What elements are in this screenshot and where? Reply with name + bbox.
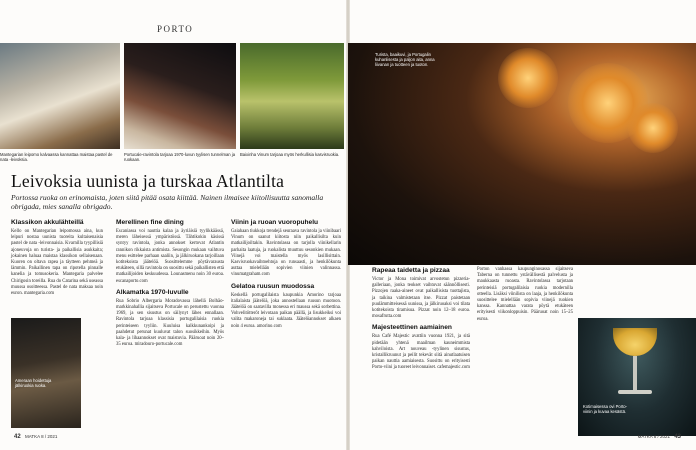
section-body: Porton vanhassa kaupunginosassa sijaitseva Taberna on tunnettu ystävällisestä palvelusta ja maukkaasta ruoasta. Ravintolassa tarjotaan perinteisiä portugalilaisia ruokia modernilla otteella. Lisäksi viinilista on laaja, ja henkilökunta suosittelee mielellään sopivia viinejä ruokien kanssa. Kannattaa varata pöytä etukäteen erityisesti viikonloppuisin. Pääruoat noin 15–25 euroa. bbox=[477, 267, 573, 322]
right-folio bbox=[638, 434, 684, 440]
section-label: PORTO bbox=[157, 24, 194, 34]
column-5 bbox=[477, 267, 573, 327]
article-lede: Portossa ruoka on erinomaista, joten siitä pitää osata kiittää. Nainen ilmaisee kiitollisuutta sanomalla obrigada, mies sanalla obrigado. bbox=[11, 193, 324, 211]
section-body: Gaiahaan tiukkoja trendejä seuraava ravintola ja viinibaari Vinum on saanut kiitosta niin paikallisilta kuin matkailijoiltakin. Ravintolassa on tarjolla viinikellarin parhaita laatuja, ja ruokalista muuttuu sesonkien mukaan. Viinejä voi maistella myös lasillisittain. Kasvisruokavaihtoehtoja on runsaasti, ja henkilökunta auttaa mielellään sopivien viinien valinnassa. vinumatgraham.com bbox=[231, 229, 341, 278]
section-body: Rua Sobrio Albergaria Moradovassa lähellä Bolhão-markkinahallia sijaitseva Portucale on perustettu vuonna 1969, ja sen sisustus on säilynyt lähes ennallaan. Ravintola tarjoaa klassisia portugalilaisia ruokia perinteiseen tyyliin. Kuuluisa kalkkunankoipi ja paahdetut perunat kuuluvat talon suosikkeihin. Myös kala- ja lihaannokset ovat maistuvia. Pääruoat noin 20–35 euroa. miradouro-portucale.com bbox=[116, 298, 224, 348]
section-body: Escaniassa voi nauttia kalaa ja äyriäisiä tyylikkäässä, meren läheisessä ympäristössä. Tähtikokin käsissä syntyy ravintola, jonka annokset kertovat Atlantin rannikon rikkaista antimista. Sesongin mukaan vaihtuva menu esittelee parhaan saaliin, ja jälkiruokana tarjoillaan kotitekoista jäätelöä. Suosittelemme pöytävarausta etukäteen, sillä ravintola on suosittu sekä paikallisten että matkailijoiden keskuudessa. Lounasmenu noin 30 euroa. escanaporto.com bbox=[116, 229, 224, 284]
section-title: Alkamatka 1970-luvulle bbox=[116, 288, 189, 296]
article-headline: Leivoksia uunista ja turskaa Atlantilta bbox=[11, 171, 285, 191]
market-photo bbox=[0, 43, 120, 149]
section-title: Rapeaa taidetta ja pizzaa bbox=[372, 267, 450, 274]
right-page-label: MATKA 8 / 2021 bbox=[637, 434, 671, 439]
column-4 bbox=[372, 267, 470, 376]
wine-glass-icon bbox=[613, 328, 657, 356]
section-body: Keskellä portugalilaista kaupunkia Amorino tarjoaa italialaista jäätelöä, joka annostellaan ruusun muotoon. Jäätelöä on saatavilla monessa eri maussa sekä sorbettina. Vohvelitötteröt leivotaan paikan päällä, ja lisukkeiksi voi valita makaroneja tai suklaata. Jäätelöannokset alkaen noin 4 euroa. amorino.com bbox=[231, 292, 341, 329]
section-body: Victor ja Mona toimivat arvostetun pizzeria-galleriaan, jonka teokset vaihtuvat säännöllisesti. Pizzojen raaka-aineet ovat paikallisista tuottajista, ja taikina valmistetaan itse. Pizzat paistetaan puulämmitteisessä uunissa, ja jälkiruoaksi voi tilata kotitekoista tiramisua. Pizzat noin 12–18 euroa. mosafrutta.com bbox=[372, 277, 470, 320]
wine-photo-caption: Baixinha Vinum tarjoaa myös herkullisia kasvisruokia. bbox=[240, 152, 340, 157]
section-title: Gelatoa ruusun muodossa bbox=[231, 282, 315, 290]
right-page-number: 43 bbox=[674, 434, 681, 440]
section-title: Merellinen fine dining bbox=[116, 219, 184, 226]
restaurant-photo-caption: Portucale-ravintola tarjoaa 1970-luvun tyylisen tunnelman ja ruokaan. bbox=[124, 152, 236, 162]
wine-photo bbox=[240, 43, 344, 149]
restaurant-photo bbox=[124, 43, 236, 149]
market-photo-caption: Mantegarian leipomo kalvaassa kannattaa maistaa pastel de nata -leivoksia. bbox=[0, 152, 113, 162]
column-3 bbox=[231, 219, 341, 334]
bar-photo-caption: Turista, baaikuvi, ja Portugalin kuhanlisesta ja paljon aita, anna liivanan ja tuotteen ja tuoton. bbox=[375, 52, 435, 67]
bar-photo bbox=[348, 43, 696, 265]
column-1 bbox=[11, 219, 103, 301]
dessert-photo bbox=[11, 318, 81, 428]
section-title: Viinin ja ruoan vuoropuhelu bbox=[231, 219, 319, 226]
left-folio bbox=[11, 434, 57, 440]
section-title: Klassikon akkulähteillä bbox=[11, 219, 84, 226]
left-page-number: 42 bbox=[14, 434, 21, 440]
left-page-label: MATKA 8 / 2021 bbox=[24, 434, 58, 439]
dessert-photo-caption: Ameraan hoidettuja jälkiruokia ruoka. bbox=[15, 378, 52, 388]
section-body: Rua Café Majestic avattiin vuonna 1921, ja sitä pidetään yhtenä maailman kauneimmista kahviloista. Art nouveau -tyylinen sisustus, kristallikruunut ja peilit tekevät siitä ainutlaatuisen paikan nauttia aamiaisesta. Suosittu on erityisesti Porto-viini ja tuoreet leivonnaiset. cafemajestic.com bbox=[372, 334, 470, 371]
port-wine-caption: Kotimaisessa ovi Porto-viinin ja kuvaa kesästä. bbox=[583, 404, 627, 414]
port-wine-photo bbox=[578, 318, 696, 436]
section-title: Majesteettinen aamiainen bbox=[372, 324, 452, 332]
section-body: Kello on Mantegarian leipomossa aina, kun leipuri nostaa uunista tuoreita kultaisenaisia pastel de nata -leivonnaisia. Kvarnilla tyypillisiä ajoneuvoja on turista- ja paikallisia asukkaita; jokainen haluaa maistaa klassikon sellaisenaan. Kuoren on oltava rapea ja täytteen pehmeä ja lämmin. Paikallinen tapa on ripotella pinnalle kanelia ja tomusokeria. Mantegaria palvelee Chirigosin toreilla. Rua do Catarina sekä useassa muussa osoitteessa. Pastel de nata maksaa noin euron. mantegaria.com bbox=[11, 229, 103, 297]
column-2 bbox=[116, 219, 224, 352]
